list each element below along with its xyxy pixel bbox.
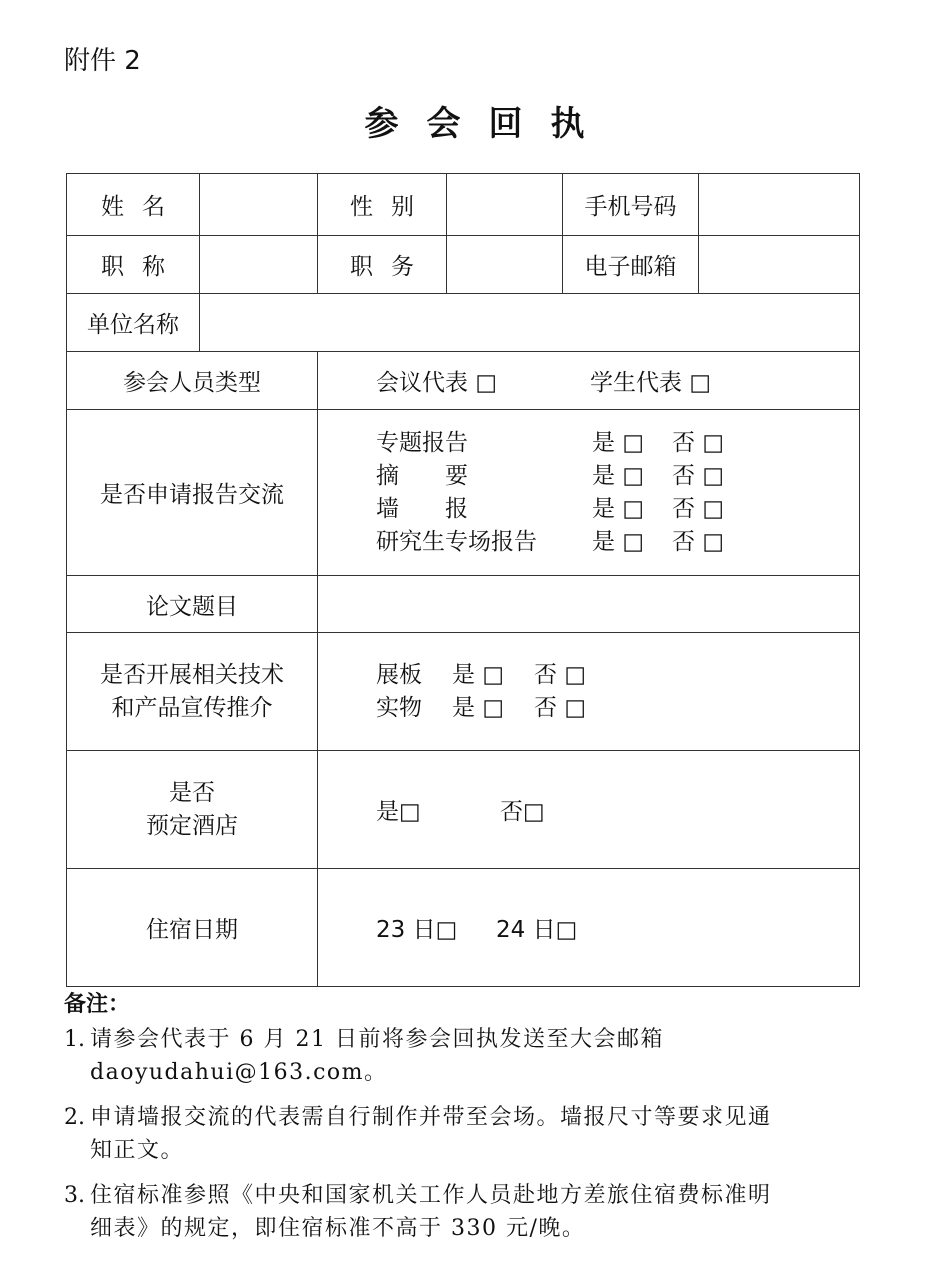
yes-label: 是 [592, 462, 615, 489]
hotel-no-option[interactable]: 否□ [500, 799, 545, 825]
position-label: 职务 [318, 236, 447, 294]
hotel-options [318, 751, 860, 869]
promotion-label [67, 633, 318, 751]
report-item-label: 专题报告 [376, 429, 468, 456]
row-report [67, 410, 860, 576]
promotion-label-line1: 是否开展相关技术 [100, 661, 284, 688]
no-label: 否 [534, 661, 558, 688]
position-field[interactable] [447, 236, 563, 294]
name-label: 姓名 [67, 174, 200, 236]
hotel-label [67, 751, 318, 869]
promotion-options [318, 633, 860, 751]
report-item-abstract [376, 460, 859, 493]
note-line: 细表》的规定，即住宿标准不高于 330 元/晚。 [90, 1216, 586, 1241]
note-line: daoyudahui@163.com。 [90, 1060, 388, 1085]
job-title-label: 职称 [67, 236, 200, 294]
promo-item-label: 展板 [376, 661, 422, 688]
checkbox-no[interactable]: □ [702, 462, 725, 489]
report-options [318, 410, 860, 576]
yes-label: 是 [592, 429, 615, 456]
row-attendee-type [67, 352, 860, 410]
paper-title-label: 论文题目 [67, 576, 318, 633]
stay-day-23-option[interactable]: 23 日□ [376, 917, 458, 943]
gender-field[interactable] [447, 174, 563, 236]
row-org [67, 294, 860, 352]
notes-header: 备注： [64, 992, 131, 1017]
promotion-label-line2: 和产品宣传推介 [111, 694, 273, 721]
report-item-graduate [376, 526, 859, 559]
stay-date-options [318, 869, 860, 987]
note-line: 申请墙报交流的代表需自行制作并带至会场。墙报尺寸等要求见通 [90, 1105, 772, 1130]
paper-title-field[interactable] [318, 576, 860, 633]
yes-label: 是 [592, 495, 615, 522]
no-label: 否 [672, 429, 696, 456]
note-item [64, 1101, 864, 1167]
option-delegate[interactable] [376, 364, 590, 397]
no-label: 否 [672, 462, 696, 489]
checkbox-yes[interactable]: □ [622, 429, 645, 456]
row-basic-2 [67, 236, 860, 294]
org-field[interactable] [200, 294, 860, 352]
checkbox-yes[interactable]: □ [622, 495, 645, 522]
note-line: 请参会代表于 6 月 21 日前将参会回执发送至大会邮箱 [90, 1027, 664, 1052]
checkbox-yes[interactable]: □ [482, 694, 505, 721]
note-item [64, 1179, 864, 1245]
notes-section [64, 988, 864, 1257]
org-label: 单位名称 [67, 294, 200, 352]
note-number: 1. [64, 1027, 85, 1052]
option-student[interactable] [590, 364, 711, 397]
checkbox-no[interactable]: □ [702, 429, 725, 456]
stay-day-24-option[interactable]: 24 日□ [496, 917, 578, 943]
attendee-options [318, 352, 860, 410]
report-item-topic [376, 427, 859, 460]
checkbox-no[interactable]: □ [564, 661, 587, 688]
row-stay-date [67, 869, 860, 987]
name-field[interactable] [200, 174, 318, 236]
note-line: 知正文。 [90, 1138, 185, 1163]
stay-date-label: 住宿日期 [67, 869, 318, 987]
note-line: 住宿标准参照《中央和国家机关工作人员赴地方差旅住宿费标准明 [90, 1183, 772, 1208]
checkbox-yes[interactable]: □ [622, 528, 645, 555]
no-label: 否 [672, 495, 696, 522]
yes-label: 是 [452, 694, 475, 721]
promo-item-label: 实物 [376, 694, 422, 721]
report-item-label: 摘 要 [376, 462, 468, 489]
note-number: 2. [64, 1105, 85, 1130]
report-item-label: 研究生专场报告 [376, 528, 537, 555]
checkbox-delegate[interactable]: □ [475, 370, 498, 396]
email-field[interactable] [699, 236, 860, 294]
registration-form [66, 173, 860, 987]
promo-item-physical [376, 692, 859, 725]
checkbox-yes[interactable]: □ [482, 661, 505, 688]
note-number: 3. [64, 1183, 85, 1208]
no-label: 否 [534, 694, 558, 721]
row-basic-1 [67, 174, 860, 236]
option-delegate-label: 会议代表 [376, 370, 468, 396]
report-item-label: 墙 报 [376, 495, 468, 522]
attendee-type-label: 参会人员类型 [67, 352, 318, 410]
yes-label: 是 [592, 528, 615, 555]
note-item [64, 1023, 864, 1089]
hotel-label-line2: 预定酒店 [146, 812, 238, 839]
checkbox-yes[interactable]: □ [622, 462, 645, 489]
report-item-poster [376, 493, 859, 526]
option-student-label: 学生代表 [590, 370, 682, 396]
job-title-field[interactable] [200, 236, 318, 294]
yes-label: 是 [452, 661, 475, 688]
attachment-label: 附件 2 [64, 46, 141, 76]
gender-label: 性别 [318, 174, 447, 236]
promo-item-board [376, 659, 859, 692]
checkbox-no[interactable]: □ [702, 495, 725, 522]
phone-field[interactable] [699, 174, 860, 236]
email-label: 电子邮箱 [563, 236, 699, 294]
checkbox-no[interactable]: □ [564, 694, 587, 721]
page-title: 参会回执 [364, 104, 613, 144]
checkbox-no[interactable]: □ [702, 528, 725, 555]
phone-label: 手机号码 [563, 174, 699, 236]
hotel-yes-option[interactable]: 是□ [376, 799, 421, 825]
no-label: 否 [672, 528, 696, 555]
report-label: 是否申请报告交流 [67, 410, 318, 576]
hotel-label-line1: 是否 [169, 779, 215, 806]
row-promotion [67, 633, 860, 751]
row-hotel [67, 751, 860, 869]
row-paper-title [67, 576, 860, 633]
checkbox-student[interactable]: □ [689, 370, 712, 396]
